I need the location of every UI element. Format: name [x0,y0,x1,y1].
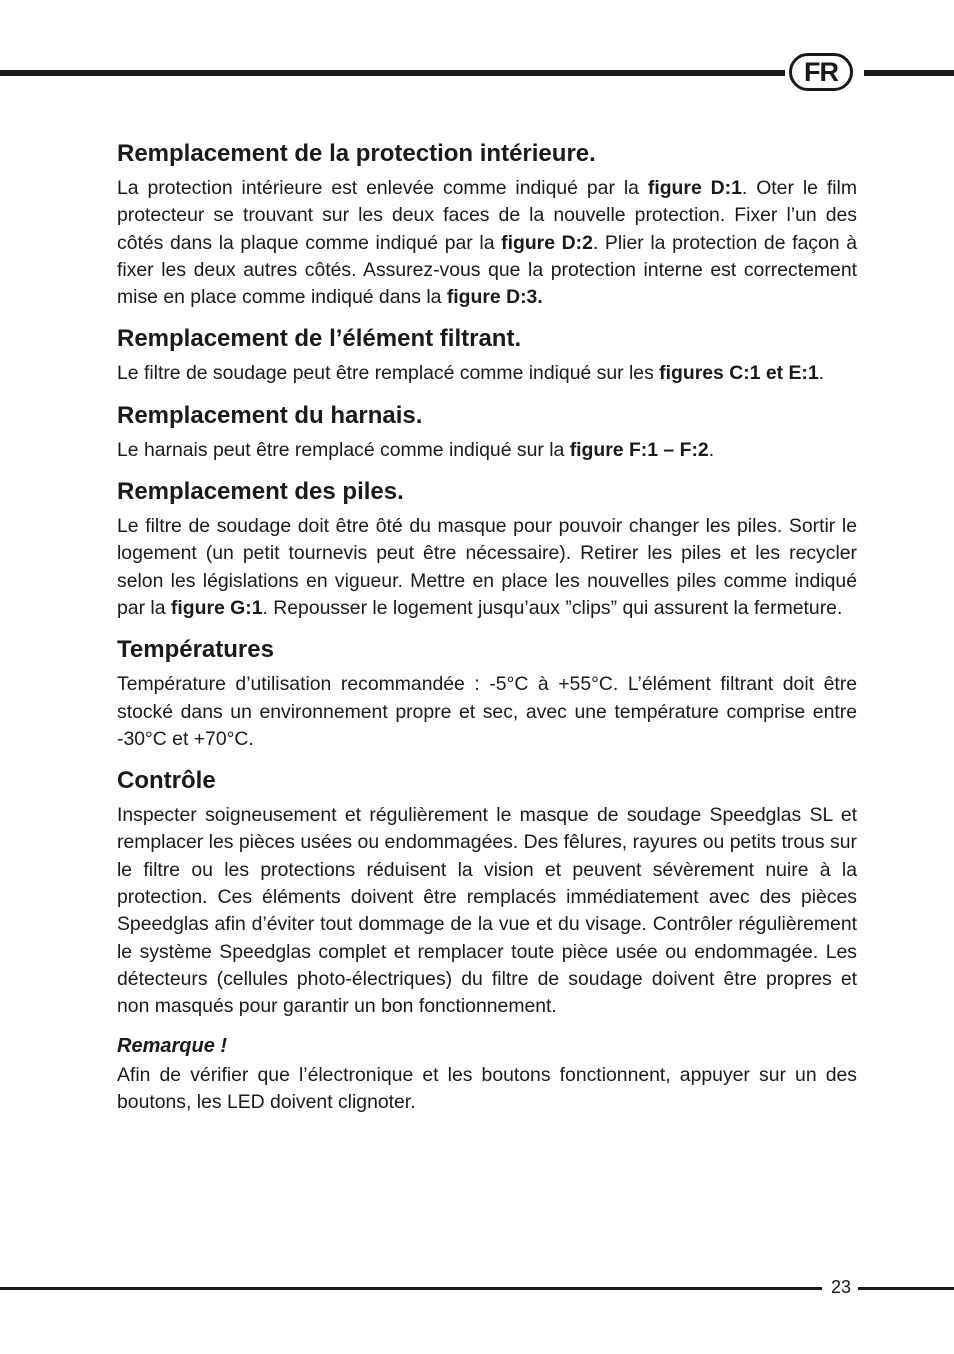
section [117,476,857,622]
text-run: Le filtre de soudage peut être remplacé comme indiqué sur les [117,362,660,385]
text-run: . Oter le film protecteur se trouvant sur les deux faces de la nouvelle protection. Fixer l’un des côtés dans la plaque comme indiqué par la [117,177,857,254]
text-run: Le filtre de soudage doit être ôté du masque pour pouvoir changer les piles. Sortir le logement (un petit tournevis peut être nécessaire). Retirer les piles et les recycler selon les législations en vigueur. Mettre en place les nouvelles piles comme indiqué par la [117,515,857,619]
remark-text: Afin de vérifier que l’électronique et les boutons fonctionnent, appuyer sur un des boutons, les LED doivent clignoter. [117,1063,857,1113]
remark-title: Remarque ! [117,1034,228,1057]
section [117,400,857,464]
text-run: . Repousser le logement jusqu’aux ”clips” qui assurent la fermeture. [262,596,843,619]
text-run: Température d’utilisation recommandée : -5°C à +55°C. L’élément filtrant doit être stocké dans un environnement propre et sec, avec une température comprise entre -30°C et +70°C. [117,673,857,750]
footer-rule-right [858,1287,954,1290]
footer-rule-left [0,1287,822,1290]
section-title: Remplacement des piles. [117,478,404,506]
section [117,765,857,1020]
remark-block [117,1033,857,1117]
sections-container [117,138,857,1021]
language-badge: FR [789,53,853,91]
figure-reference: figure G:1 [170,596,263,619]
section-paragraph [117,437,857,464]
text-run: . Plier la protection de façon à fixer les deux autres côtés. Assurez-vous que la protection interne est correctement mise en place comme indiqué dans la [117,231,857,309]
text-run: Le harnais peut être remplacé comme indiqué sur la [117,438,570,461]
text-run: Inspecter soigneusement et régulièrement le masque de soudage Speedglas SL et remplacer les pièces usées ou endommagées. Des fêlures, rayures ou petits trous sur le filtre ou les protections réduisent la vision et peuvent sévèrement nuire à la protection. Ces éléments doivent être remplacés immédiatement avec des pièces Speedglas afin d’éviter tout dommage de la vue et du visage. Contrôler régulièrement le système Speedglas complet et remplacer toute pièce usée ou endommagée. Les détecteurs (cellules photo-électriques) du filtre de soudage doivent être propres et non masqués pour garantir un bon fonctionnement. [117,804,857,1018]
section [117,138,857,311]
figure-reference: figure D:2 [501,231,593,254]
section-paragraph [117,360,857,387]
section-paragraph [117,671,857,753]
section [117,323,857,387]
header-rule-right [864,70,954,76]
text-run: . [818,362,825,385]
section-title: Contrôle [117,767,216,795]
page-content [117,138,857,1128]
section-title: Remplacement de la protection intérieure. [117,140,596,167]
section-title: Remplacement du harnais. [117,401,423,429]
section [117,634,857,753]
section-title: Températures [117,636,274,664]
section-paragraph [117,802,857,1020]
figure-reference: figures C:1 et E:1 [659,362,819,385]
section-paragraph [117,175,857,311]
figure-reference: figure D:1 [647,177,742,199]
section-paragraph [117,513,857,622]
section-title: Remplacement de l’élément filtrant. [117,325,522,353]
figure-reference: figure D:3. [446,286,543,309]
text-run: La protection intérieure est enlevée comme indiqué par la [117,177,648,199]
text-run: . [708,438,715,461]
header-rule-left [0,70,785,76]
figure-reference: figure F:1 – F:2 [569,438,709,461]
page-number: 23 [830,1277,852,1297]
